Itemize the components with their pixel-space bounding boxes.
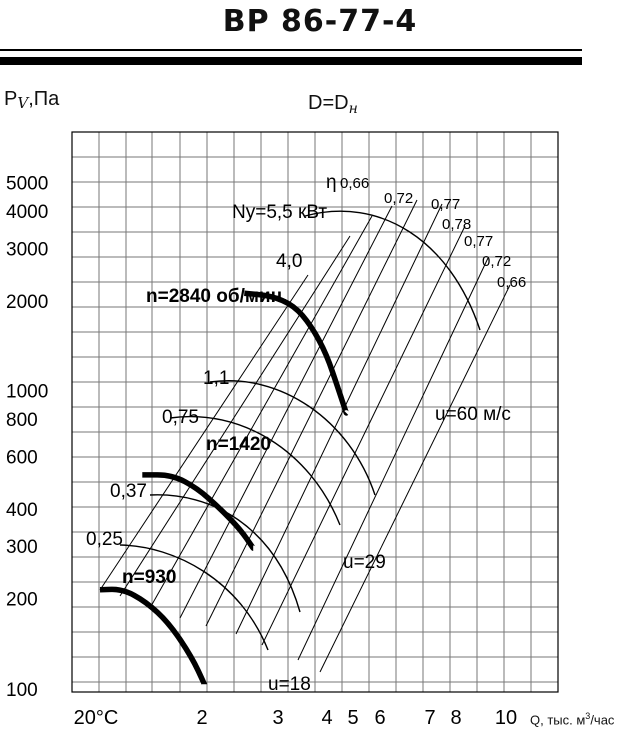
- x-tick-label: 8: [450, 707, 462, 729]
- efficiency-value: 0,72: [482, 253, 512, 270]
- power-label-0-75: 0,75: [162, 407, 199, 428]
- y-tick-label: 4000: [6, 202, 49, 224]
- y-tick-label: 400: [6, 499, 38, 521]
- system-line: [320, 285, 510, 672]
- series-label-930: n=930: [122, 567, 177, 588]
- y-tick-label: 3000: [6, 239, 49, 261]
- power-label-5-5: Nу=5,5 кВт: [232, 202, 328, 223]
- subtitle-sub: н: [348, 101, 358, 117]
- system-line: [298, 258, 488, 660]
- x-tick-label: 2: [196, 707, 208, 729]
- series-label-1420: n=1420: [206, 434, 271, 455]
- y-tick-label: 200: [6, 589, 38, 611]
- power-label-0-25: 0,25: [86, 529, 123, 550]
- y-tick-label: 2000: [6, 291, 49, 313]
- x-tick-label: 6: [374, 707, 386, 729]
- chart-title: ВР 86-77-4: [222, 4, 418, 39]
- speed-label-29: u=29: [343, 552, 386, 573]
- y-tick-label: 300: [6, 537, 38, 559]
- y-axis-label-main: P: [4, 88, 18, 110]
- y-tick-label: 5000: [6, 173, 49, 195]
- series-label-2840: n=2840 об/мин.: [146, 286, 288, 307]
- x-tick-label: 20°C: [73, 707, 119, 729]
- system-line: [236, 204, 442, 634]
- efficiency-value: 0,77: [431, 196, 461, 213]
- y-tick-label: 100: [6, 680, 38, 701]
- x-tick-label: 10: [494, 707, 518, 729]
- x-tick-label: 5: [347, 707, 359, 729]
- x-axis-label-sup: 3: [585, 711, 591, 721]
- x-tick-label: 4: [321, 707, 333, 729]
- speed-label-18: u=18: [268, 674, 311, 695]
- y-axis-label-unit: ,Па: [28, 88, 60, 110]
- y-axis-label-sub: V: [17, 94, 29, 112]
- x-axis-label-unit: /час: [590, 712, 615, 728]
- efficiency-value: 0,66: [340, 175, 370, 192]
- x-axis-label-main: Q, тыс. м: [530, 712, 586, 728]
- y-tick-label: 800: [6, 410, 38, 432]
- efficiency-value: 0,78: [442, 216, 472, 233]
- efficiency-symbol: η: [326, 172, 337, 193]
- efficiency-value: 0,72: [384, 190, 414, 207]
- speed-label-60: u=60 м/с: [435, 404, 511, 425]
- subtitle-main: D=D: [308, 92, 349, 114]
- power-label-0-37: 0,37: [110, 481, 147, 502]
- x-tick-label: 7: [424, 707, 436, 729]
- efficiency-value: 0,77: [464, 233, 494, 250]
- power-label-4-0: 4,0: [276, 251, 303, 272]
- speed-curve: [142, 475, 253, 548]
- efficiency-value: 0,66: [497, 274, 527, 291]
- diagonal-lines: [100, 200, 510, 672]
- y-tick-label: 1000: [6, 381, 49, 403]
- power-label-1-1: 1,1: [203, 368, 230, 389]
- x-tick-label: 3: [272, 707, 284, 729]
- y-tick-label: 600: [6, 447, 38, 469]
